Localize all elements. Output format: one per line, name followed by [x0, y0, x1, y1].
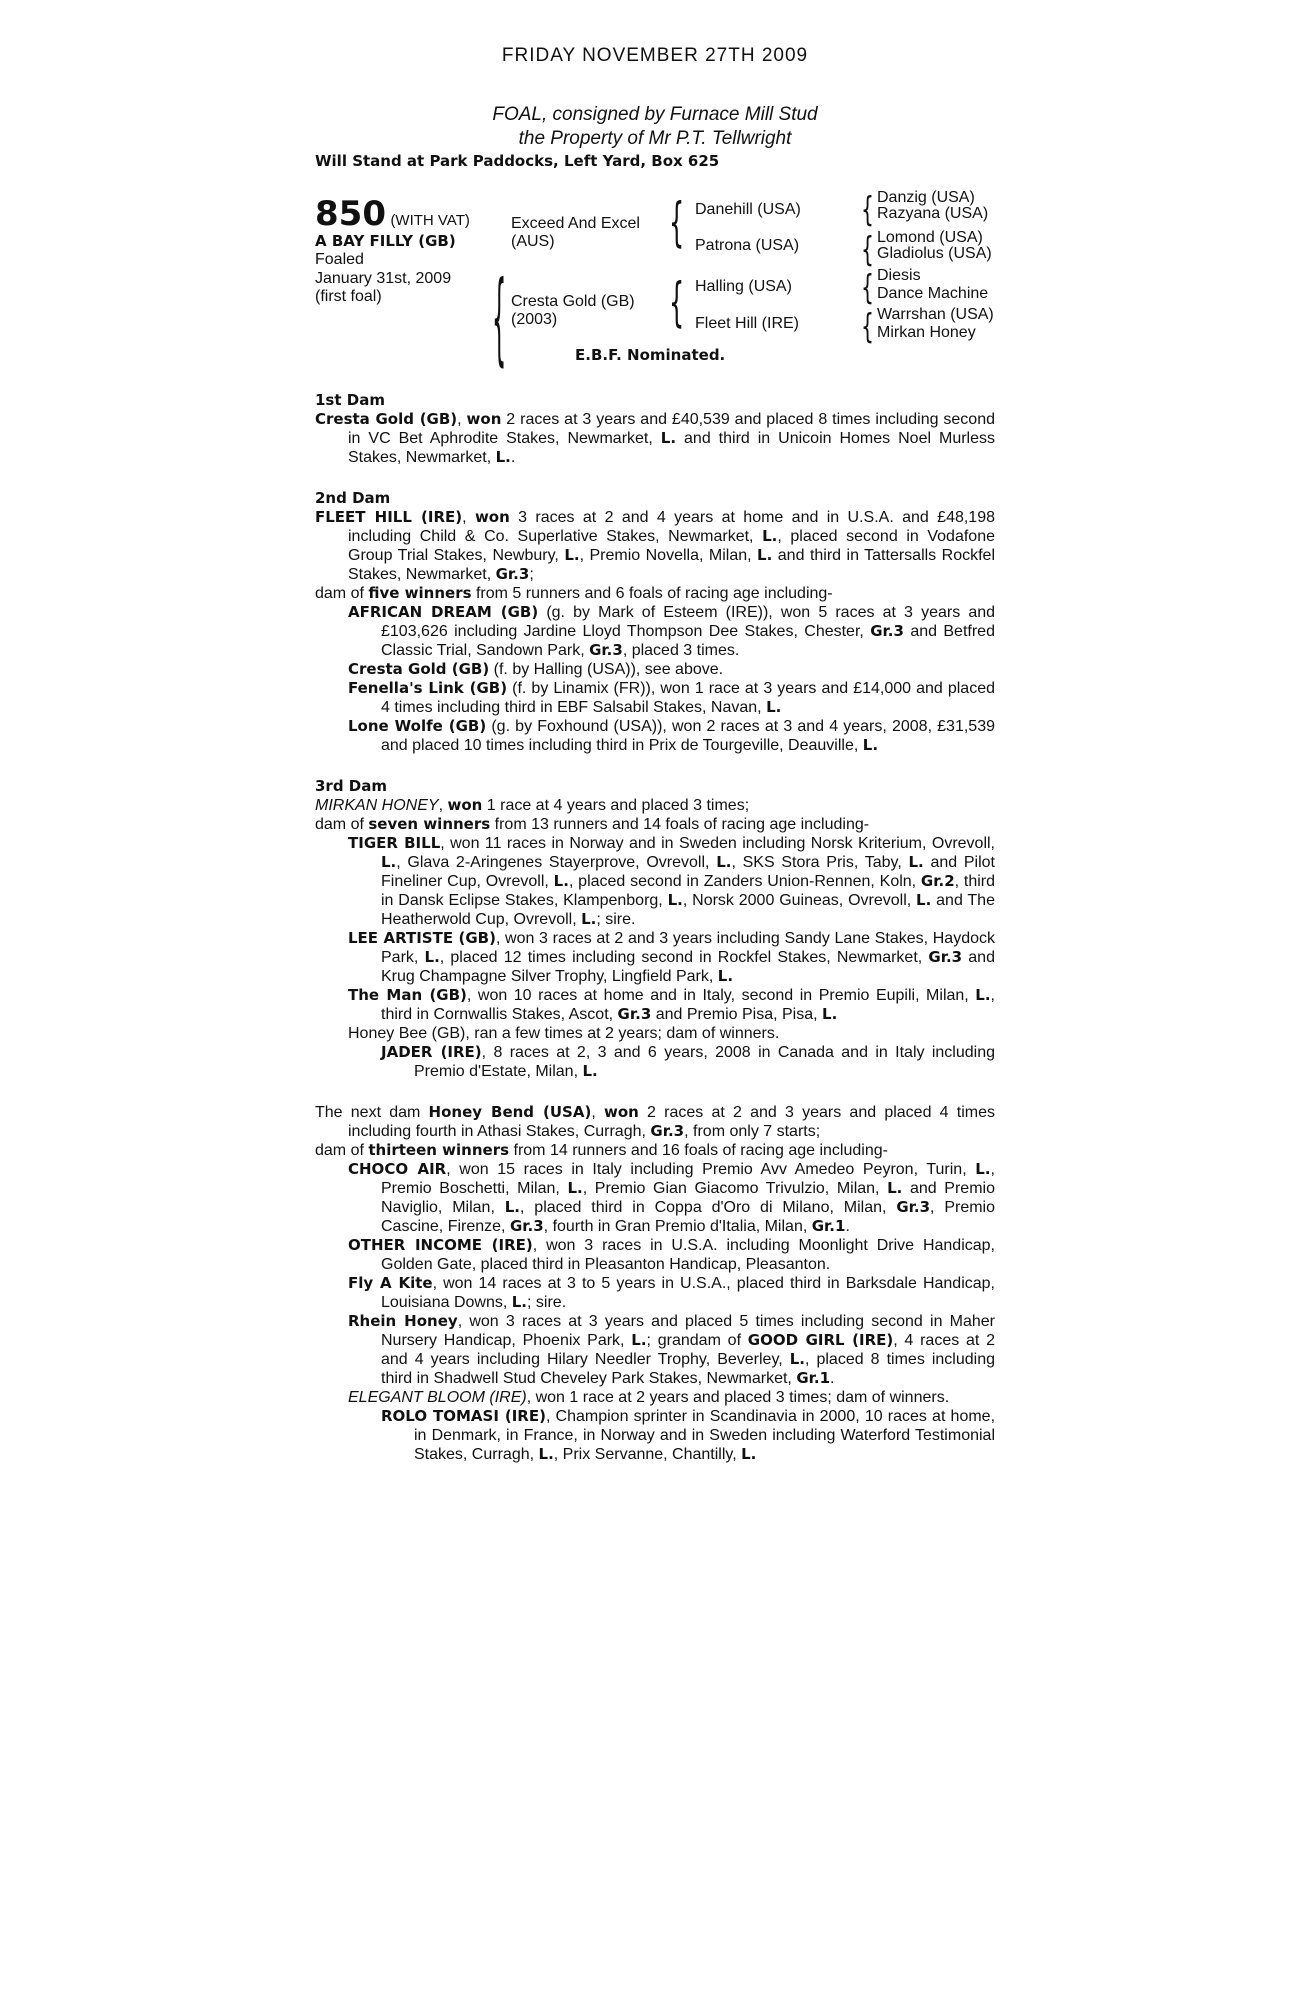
lot-number-block	[315, 194, 470, 234]
third-dam-produce-summary: dam of seven winners from 13 runners and 14 foals of racing age including-	[315, 815, 870, 833]
next-dam-produce-summary: dam of thirteen winners from 14 runners and 16 foals of racing age including-	[315, 1141, 888, 1159]
second-dam-produce-summary: dam of five winners from 5 runners and 6 foals of racing age including-	[315, 584, 833, 602]
produce-tiger-bill: TIGER BILL, won 11 races in Norway and in Sweden including Norsk Kriterium, Ovrevoll, L., Glava 2-Aringenes Stayerprove, Ovrevoll, L., SKS Stora Pris, Taby, L. and Pilot Fineliner Cup, Ovrevoll, L., placed second in Zanders Union-Rennen, Koln, Gr.2, third in Dansk Eclipse Stakes, Klampenborg, L., Norsk 2000 Guineas, Ovrevoll, L. and The Heatherwold Cup, Ovrevoll, L.; sire.	[348, 834, 996, 928]
brace-g3-3: {	[861, 268, 874, 308]
second-dam-section	[315, 489, 995, 755]
dam-year: (2003)	[511, 311, 558, 328]
gen3-7: Warrshan (USA)	[877, 306, 994, 323]
vat-note: (WITH VAT)	[390, 212, 470, 229]
sire-country: (AUS)	[511, 233, 555, 250]
produce-other-income: OTHER INCOME (IRE), won 3 races in U.S.A. including Moonlight Drive Handicap, Golden Gate, placed third in Pleasanton Handicap, Pleasanton.	[348, 1236, 995, 1273]
stand-location: Will Stand at Park Paddocks, Left Yard, Box 625	[315, 152, 720, 170]
third-dam-title: 3rd Dam	[315, 777, 387, 795]
sire-dam: Patrona (USA)	[695, 237, 800, 254]
gen3-1: Danzig (USA)	[877, 189, 975, 206]
first-dam-paragraph: Cresta Gold (GB), won 2 races at 3 years and £40,539 and placed 8 times including second in VC Bet Aphrodite Stakes, Newmarket, L. and third in Unicoin Homes Noel Murless Stakes, Newmarket, L..	[315, 410, 995, 466]
second-dam-paragraph: FLEET HILL (IRE), won 3 races at 2 and 4 years at home and in U.S.A. and £48,198 including Child & Co. Superlative Stakes, Newmarket, L., placed second in Vodafone Group Trial Stakes, Newbury, L., Premio Novella, Milan, L. and third in Tattersalls Rockfel Stakes, Newmarket, Gr.3;	[315, 508, 996, 583]
pedigree-table	[315, 189, 995, 376]
foaled-label: Foaled	[315, 251, 364, 268]
produce-rhein-honey: Rhein Honey, won 3 races at 3 years and placed 5 times including second in Maher Nursery Handicap, Phoenix Park, L.; grandam of GOOD GIRL (IRE), 4 races at 2 and 4 years including Hilary Needler Trophy, Beverley, L., placed 8 times including third in Shadwell Stud Cheveley Park Stakes, Newmarket, Gr.1.	[348, 1312, 996, 1387]
brace-g3-4: {	[861, 307, 874, 347]
dam-sire: Halling (USA)	[695, 278, 792, 295]
gen3-4: Gladiolus (USA)	[877, 245, 992, 262]
brace-sire-gen2: {	[669, 191, 685, 254]
produce-lee-artiste: LEE ARTISTE (GB), won 3 races at 2 and 3 years including Sandy Lane Stakes, Haydock Park, L., placed 12 times including second in Rockfel Stakes, Newmarket, Gr.3 and Krug Champagne Silver Trophy, Lingfield Park, L.	[348, 929, 995, 985]
gen3-8: Mirkan Honey	[877, 324, 976, 341]
produce-fenellas-link: Fenella's Link (GB) (f. by Linamix (FR)), won 1 race at 3 years and £14,000 and placed 4 times including third in EBF Salsabil Stakes, Navan, L.	[348, 679, 995, 716]
ebf-nominated: E.B.F. Nominated.	[575, 346, 726, 364]
gen3-3: Lomond (USA)	[877, 229, 983, 246]
lot-name: A BAY FILLY (GB)	[315, 232, 456, 250]
gen3-2: Razyana (USA)	[877, 205, 989, 222]
third-dam-section	[315, 777, 995, 1081]
sire-sire: Danehill (USA)	[695, 201, 801, 218]
next-dam-section	[315, 1103, 995, 1464]
first-foal-note: (first foal)	[315, 288, 382, 305]
catalogue-page	[315, 45, 995, 1464]
produce-the-man: The Man (GB), won 10 races at home and in Italy, second in Premio Eupili, Milan, L., third in Cornwallis Stakes, Ascot, Gr.3 and Premio Pisa, Pisa, L.	[348, 986, 995, 1023]
produce-honey-bee: Honey Bee (GB), ran a few times at 2 years; dam of winners.	[348, 1025, 780, 1042]
brace-gen1: {	[492, 260, 507, 376]
produce-african-dream: AFRICAN DREAM (GB) (g. by Mark of Esteem (IRE)), won 5 races at 3 years and £103,626 including Jardine Lloyd Thompson Dee Stakes, Chester, Gr.3 and Betfred Classic Trial, Sandown Park, Gr.3, placed 3 times.	[348, 603, 996, 659]
third-dam-paragraph: MIRKAN HONEY, won 1 race at 4 years and placed 3 times;	[315, 796, 750, 814]
gen3-6: Dance Machine	[877, 285, 989, 302]
produce-choco-air: CHOCO AIR, won 15 races in Italy including Premio Avv Amedeo Peyron, Turin, L., Premio Boschetti, Milan, L., Premio Gian Giacomo Trivulzio, Milan, L. and Premio Naviglio, Milan, L., placed third in Coppa d'Oro di Milano, Milan, Gr.3, Premio Cascine, Firenze, Gr.3, fourth in Gran Premio d'Italia, Milan, Gr.1.	[348, 1160, 996, 1235]
foaled-date: January 31st, 2009	[315, 270, 452, 287]
first-dam-title: 1st Dam	[315, 391, 385, 409]
dam-dam: Fleet Hill (IRE)	[695, 315, 800, 332]
brace-g3-1: {	[861, 190, 874, 230]
brace-g3-2: {	[861, 230, 874, 270]
next-dam-paragraph: The next dam Honey Bend (USA), won 2 races at 2 and 3 years and placed 4 times including fourth in Athasi Stakes, Curragh, Gr.3, from only 7 starts;	[315, 1103, 996, 1140]
sale-date-header: FRIDAY NOVEMBER 27TH 2009	[501, 45, 809, 66]
produce-lone-wolfe: Lone Wolfe (GB) (g. by Foxhound (USA)), won 2 races at 3 and 4 years, 2008, £31,539 and placed 10 times including third in Prix de Tourgeville, Deauville, L.	[348, 717, 995, 754]
produce-elegant-bloom: ELEGANT BLOOM (IRE), won 1 race at 2 years and placed 3 times; dam of winners.	[348, 1389, 950, 1406]
property-line: the Property of Mr P.T. Tellwright	[518, 128, 792, 149]
lot-number: 850	[315, 194, 386, 234]
produce-rolo-tomasi: ROLO TOMASI (IRE), Champion sprinter in Scandinavia in 2000, 10 races at home, in Denmark, in France, in Norway and in Sweden including Waterford Testimonial Stakes, Curragh, L., Prix Servanne, Chantilly, L.	[381, 1407, 996, 1463]
brace-dam-gen2: {	[669, 271, 685, 334]
dam-name: Cresta Gold (GB)	[511, 293, 635, 310]
consignor-line: FOAL, consigned by Furnace Mill Stud	[492, 104, 818, 125]
produce-fly-a-kite: Fly A Kite, won 14 races at 3 to 5 years in U.S.A., placed third in Barksdale Handicap, Louisiana Downs, L.; sire.	[348, 1274, 996, 1311]
first-dam-section	[315, 391, 995, 467]
produce-cresta-gold: Cresta Gold (GB) (f. by Halling (USA)), see above.	[348, 660, 724, 678]
produce-jader: JADER (IRE), 8 races at 2, 3 and 6 years, 2008 in Canada and in Italy including Premio d'Estate, Milan, L.	[381, 1043, 996, 1080]
sire-name: Exceed And Excel	[511, 215, 640, 232]
second-dam-title: 2nd Dam	[315, 489, 391, 507]
gen3-5: Diesis	[877, 267, 921, 284]
